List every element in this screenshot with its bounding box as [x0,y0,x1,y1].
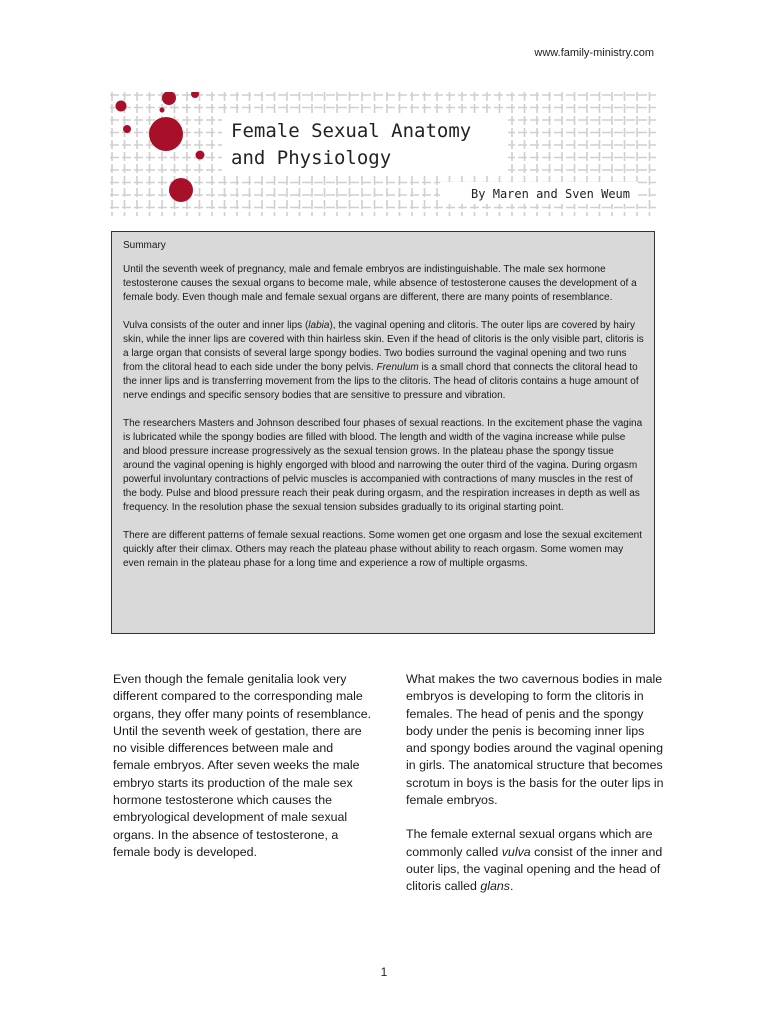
summary-heading: Summary [123,240,166,251]
title-line-1: Female Sexual Anatomy [231,120,472,142]
summary-paragraph-2: Vulva consists of the outer and inner lips (labia), the vaginal opening and clitoris. The outer lips are covered by hairy skin, while the inner lips are covered with thin hairless skin. Even if the head of clitoris is the only visible part, clitoris is a large organ that consists of several large spongy bodies. Two bodies surround the vaginal opening and two runs from the clitoral head to each side under the bony pelvis. Frenulum is a small chord that connects the clitoral head to the inner lips and is transferring movement from the lips to the clitoris. The head of clitoris contains a huge amount of nerve endings and specific sensory bodies that are sensitive to pressure and vibration. [123,320,644,401]
body-paragraph: Even though the female genitalia look very different compared to the corresponding male organs, they offer many points of resemblance. Until the seventh week of gestation, there are no visible differences between male and female embryos. After seven weeks the male embryo starts its production of the male sex hormone testosterone which causes the embryological development of male sexual organs. In the absence of testosterone, a female body is developed. [113,672,372,859]
summary-paragraph-3: The researchers Masters and Johnson described four phases of sexual reactions. In the excitement phase the vagina is lubricated while the spongy bodies are filled with blood. The length and width of the vagina increase while pulse and blood pressure increase progressively as the sexual tension grows. In the plateau phase the spongy tissue around the vaginal opening is highly engorged with blood and narrowing the outer third of the vagina. During orgasm powerful involuntary contractions of pelvic muscles is accompanied with contractions of many muscles in the rest of the body. Pulse and blood pressure reach their peak during orgasm, and the respiration increases in depth as well as frequency. In the resolution phase the sexual tension subsides gradually to its original starting point. [123,418,643,513]
document-title [231,118,471,172]
body-paragraph: What makes the two cavernous bodies in male embryos is developing to form the clitoris in females. The head of penis and the spongy body under the penis is becoming inner lips and spongy bodies around the vaginal opening in girls. The anatomical structure that becomes scrotum in boys is the basis for the outer lips in female embryos. [406,672,664,808]
body-column-left [113,671,373,878]
summary-box [111,231,655,634]
authors-byline: By Maren and Sven Weum [471,187,630,201]
title-line-2: and Physiology [231,147,392,169]
summary-paragraph-4: There are different patterns of female sexual reactions. Some women get one orgasm and lose the sexual excitement quickly after their climax. Others may reach the plateau phase without ability to reach orgasm. Some women may even remain in the plateau phase for a long time and experience a row of multiple orgasms. [123,530,642,569]
page-number: 1 [380,965,388,979]
body-paragraph: The female external sexual organs which are commonly called vulva consist of the inner and outer lips, the vaginal opening and the head of clitoris called glans. [406,827,663,894]
summary-paragraph-1: Until the seventh week of pregnancy, male and female embryos are indistinguishable. The male sex hormone testosterone causes the sexual organs to become male, while absence of testosterone causes the development of a female body. Even though male and female sexual organs are different, there are many points of resemblance. [123,264,637,303]
title-banner [110,92,656,216]
body-column-right [406,671,666,913]
site-url: www.family-ministry.com [534,47,654,59]
